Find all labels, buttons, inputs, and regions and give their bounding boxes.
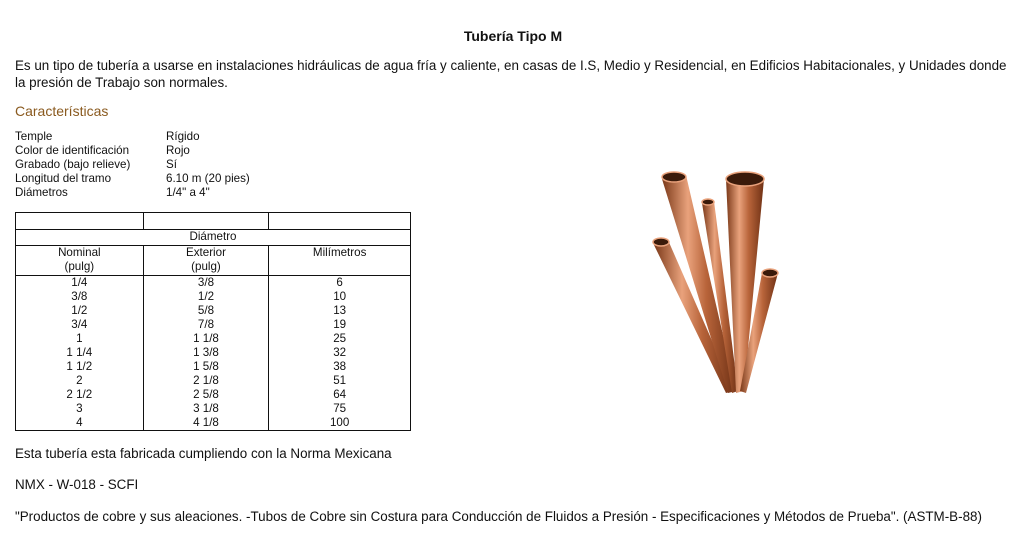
table-diameter-row: [16, 230, 411, 246]
spec-label: Diámetros: [15, 186, 68, 199]
spec-label: Temple: [15, 130, 53, 143]
cell-exterior: 1 5/8: [143, 360, 269, 374]
cell-milimetros: 6: [336, 276, 343, 289]
cell-nominal: 3: [16, 402, 144, 416]
diameter-label: Diámetro: [16, 230, 411, 246]
table-row: [16, 304, 411, 318]
cell-nominal: 3/8: [16, 290, 144, 304]
cell-milimetros: 25: [333, 332, 347, 345]
specs-list: [15, 130, 250, 200]
spec-label: Longitud del tramo: [15, 172, 112, 185]
table-row: [16, 402, 411, 416]
cell-milimetros: 19: [333, 318, 347, 331]
cell-exterior: 7/8: [143, 318, 269, 332]
table-row: [16, 346, 411, 360]
cell-exterior: 1/2: [143, 290, 269, 304]
spec-label: Color de identificación: [15, 144, 130, 157]
cell-exterior: 3 1/8: [143, 402, 269, 416]
cell-milimetros: 10: [333, 290, 347, 303]
spec-label: Grabado (bajo relieve): [15, 158, 131, 171]
spec-row-diametros: [15, 186, 250, 200]
header-milimetros: Milímetros: [269, 246, 411, 276]
cell-milimetros: 100: [329, 416, 350, 429]
cell-nominal: 1/2: [16, 304, 144, 318]
cell-exterior: 2 5/8: [143, 388, 269, 402]
table-row: [16, 318, 411, 332]
cell-exterior: 2 1/8: [143, 374, 269, 388]
table-row: [16, 276, 411, 291]
cell-milimetros: 32: [333, 346, 347, 359]
cell-milimetros: 64: [333, 388, 347, 401]
cell-exterior: 5/8: [143, 304, 269, 318]
cell-milimetros: 13: [333, 304, 347, 317]
cell-nominal: 1 1/2: [16, 360, 144, 374]
spec-value: Rojo: [166, 144, 190, 157]
table-row: [16, 360, 411, 374]
cell-exterior: 1 1/8: [143, 332, 269, 346]
table-row: [16, 332, 411, 346]
intro-paragraph: Es un tipo de tubería a usarse en instalaciones hidráulicas de agua fría y caliente, en casas de I.S, Medio y Residencial, en Edificios Habitacionales, y Unidades donde la presión de Trabajo son normales.: [15, 58, 1007, 90]
cell-nominal: 4: [16, 416, 144, 431]
table-row: [16, 416, 411, 431]
spec-row-color: [15, 144, 250, 158]
characteristics-heading: Características: [15, 103, 109, 119]
cell-nominal: 3/4: [16, 318, 144, 332]
cell-exterior: 4 1/8: [143, 416, 269, 431]
header-nominal: Nominal (pulg): [16, 246, 144, 276]
spec-value: 1/4" a 4": [166, 186, 210, 199]
diameter-table: [15, 212, 411, 431]
table-blank-row: [16, 213, 411, 230]
cell-exterior: 1 3/8: [143, 346, 269, 360]
spec-row-longitud: [15, 172, 250, 186]
cell-milimetros: 75: [333, 402, 347, 415]
spec-value: Sí: [166, 158, 177, 171]
norm-quote: "Productos de cobre y sus aleaciones. -Tubos de Cobre sin Costura para Conducción de Fluidos a Presión - Especificaciones y Métodos de Prueba". (ASTM-B-88): [15, 509, 982, 524]
norm-code: NMX - W-018 - SCFI: [15, 477, 139, 492]
table-row: [16, 374, 411, 388]
spec-value: Rígido: [166, 130, 200, 143]
cell-milimetros: 51: [333, 374, 347, 387]
copper-pipes-image: [640, 165, 790, 397]
cell-nominal: 1 1/4: [16, 346, 144, 360]
spec-row-temple: [15, 130, 250, 144]
cell-exterior: 3/8: [143, 276, 269, 291]
spec-value: 6.10 m (20 pies): [166, 172, 250, 185]
header-exterior: Exterior (pulg): [143, 246, 269, 276]
table-row: [16, 388, 411, 402]
cell-nominal: 2: [16, 374, 144, 388]
norm-text: Esta tubería esta fabricada cumpliendo con la Norma Mexicana: [15, 446, 392, 461]
cell-milimetros: 38: [333, 360, 347, 373]
table-row: [16, 290, 411, 304]
cell-nominal: 1/4: [16, 276, 144, 291]
table-header-row: [16, 246, 411, 276]
cell-nominal: 2 1/2: [16, 388, 144, 402]
page-title: Tubería Tipo M: [463, 28, 563, 44]
spec-row-grabado: [15, 158, 250, 172]
pipe-group: [653, 172, 778, 393]
cell-nominal: 1: [16, 332, 144, 346]
